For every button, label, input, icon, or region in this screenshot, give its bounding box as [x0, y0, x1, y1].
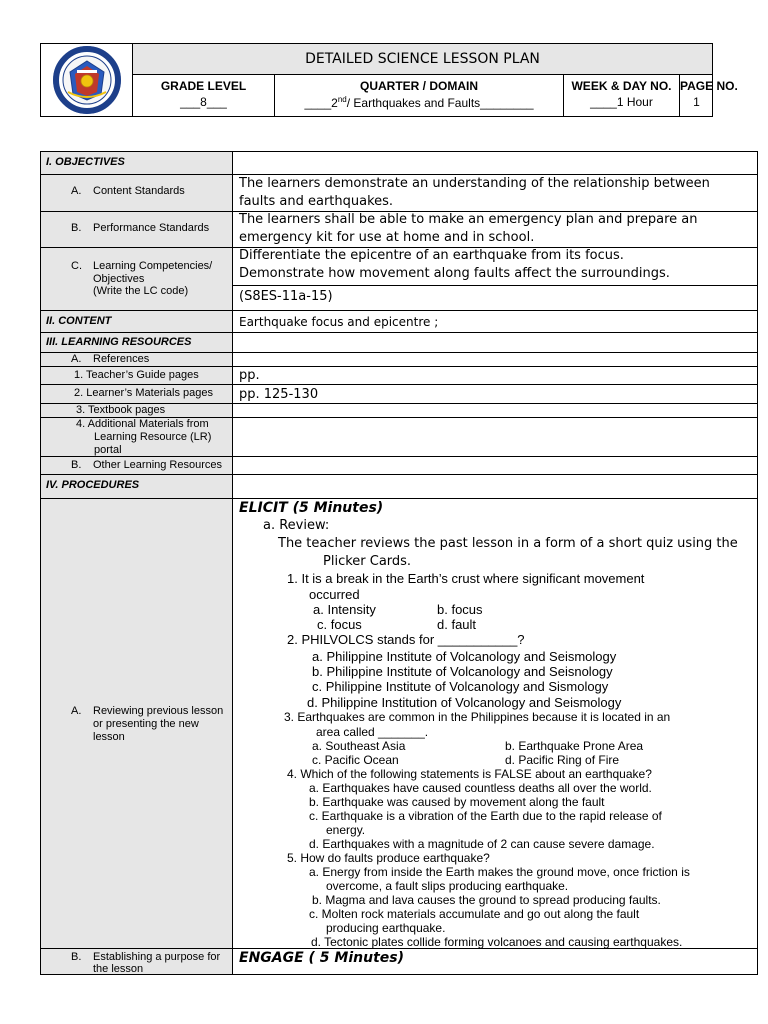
lesson-plan-header — [40, 43, 738, 117]
question-1-option-c: c. focus — [317, 617, 362, 632]
review-text-2: Plicker Cards. — [323, 554, 412, 569]
question-5-option-c-line-1: c. Molten rock materials accumulate and go out along the fault — [309, 907, 640, 921]
performance-standards-label: Performance Standards — [93, 222, 210, 234]
establishing-label-2: the lesson — [93, 963, 144, 975]
question-2-option-a: a. Philippine Institute of Volcanology and Seismology — [312, 649, 617, 664]
question-4-option-a: a. Earthquakes have caused countless deaths all over the world. — [309, 781, 652, 795]
question-5-option-c-line-2: producing earthquake. — [326, 921, 446, 935]
additional-materials-label-1: 4. Additional Materials from — [76, 418, 209, 430]
question-1-line-1: 1. It is a break in the Earth’s crust where significant movement — [287, 571, 645, 586]
reviewing-letter: A. — [71, 705, 82, 717]
review-text-1: The teacher reviews the past lesson in a form of a short quiz using the — [278, 536, 738, 551]
quarter-domain-value: ____2nd/ Earthquakes and Faults________ — [304, 95, 534, 110]
question-2-option-b: b. Philippine Institute of Volcanology and Seisnology — [312, 664, 613, 679]
week-day-value: ____1 Hour — [590, 95, 653, 109]
competencies-text-1: Differentiate the epicentre of an earthquake from its focus. — [239, 248, 624, 263]
references-letter: A. — [71, 353, 82, 365]
week-day-label: WEEK & DAY NO. — [571, 79, 672, 93]
textbook-label: 3. Textbook pages — [76, 404, 166, 416]
page-no-value: 1 — [693, 95, 700, 109]
question-2-option-d: d. Philippine Institution of Volcanology and Seismology — [307, 695, 622, 710]
performance-standards-text-1: The learners shall be able to make an emergency plan and prepare an — [239, 212, 698, 227]
content-standards-letter: A. — [71, 185, 82, 197]
content-standards-text-2: faults and earthquakes. — [239, 194, 394, 209]
grade-level-label: GRADE LEVEL — [160, 79, 247, 93]
question-2: 2. PHILVOLCS stands for ___________? — [287, 632, 525, 647]
content-standards-label: Content Standards — [93, 185, 185, 197]
question-3-option-b: b. Earthquake Prone Area — [505, 739, 644, 753]
question-4-option-c-line-2: energy. — [326, 823, 366, 837]
question-3-option-c: c. Pacific Ocean — [312, 753, 399, 767]
competencies-label-3: (Write the LC code) — [93, 285, 189, 297]
other-resources-letter: B. — [71, 459, 82, 471]
performance-standards-letter: B. — [71, 222, 82, 234]
lesson-plan-title: DETAILED SCIENCE LESSON PLAN — [133, 44, 712, 75]
lc-code: (S8ES-11a-15) — [239, 289, 333, 304]
question-4-option-d: d. Earthquakes with a magnitude of 2 can cause severe damage. — [309, 837, 655, 851]
learning-resources-heading: III. LEARNING RESOURCES — [46, 336, 192, 348]
deped-seal-logo — [41, 44, 133, 116]
logo-cell — [41, 44, 133, 116]
references-label: References — [93, 353, 150, 365]
lesson-plan-table — [40, 151, 758, 975]
reviewing-label-2: or presenting the new — [93, 718, 199, 730]
grade-level-cell — [133, 75, 274, 116]
question-5-option-a-line-1: a. Energy from inside the Earth makes the ground move, once friction is — [309, 865, 690, 879]
teachers-guide-label: 1. Teacher’s Guide pages — [74, 369, 199, 381]
question-5-option-b: b. Magma and lava causes the ground to spread producing faults. — [312, 893, 661, 907]
reviewing-label-1: Reviewing previous lesson — [93, 705, 224, 717]
quarter-domain-label: QUARTER / DOMAIN — [360, 79, 478, 93]
question-3-option-a: a. Southeast Asia — [312, 739, 406, 753]
procedures-heading: IV. PROCEDURES — [46, 479, 140, 491]
question-4-option-c-line-1: c. Earthquake is a vibration of the Earth due to the rapid release of — [309, 809, 662, 823]
question-4-option-b: b. Earthquake was caused by movement along the fault — [309, 795, 605, 809]
question-3-line-1: 3. Earthquakes are common in the Philippines because it is located in an — [284, 710, 671, 724]
question-2-option-c: c. Philippine Institute of Volcanology and Sismology — [312, 679, 609, 694]
learners-materials-label: 2. Learner’s Materials pages — [74, 387, 214, 399]
page-no-cell — [679, 75, 738, 116]
engage-heading: ENGAGE ( 5 Minutes) — [239, 950, 405, 966]
establishing-label-1: Establishing a purpose for — [93, 951, 221, 963]
week-day-cell — [563, 75, 679, 116]
performance-standards-text-2: emergency kit for use at home and in school. — [239, 230, 535, 245]
question-4: 4. Which of the following statements is FALSE about an earthquake? — [287, 767, 652, 781]
question-5-option-a-line-2: overcome, a fault slips producing earthquake. — [326, 879, 569, 893]
objectives-heading: I. OBJECTIVES — [46, 156, 125, 168]
question-5: 5. How do faults produce earthquake? — [287, 851, 490, 865]
content-standards-text-1: The learners demonstrate an understanding of the relationship between — [239, 176, 710, 191]
question-1-option-b: b. focus — [437, 602, 483, 617]
competencies-text-2: Demonstrate how movement along faults affect the surroundings. — [239, 266, 670, 281]
question-3-option-d: d. Pacific Ring of Fire — [505, 753, 620, 767]
establishing-letter: B. — [71, 951, 82, 963]
content-heading: II. CONTENT — [46, 315, 112, 327]
additional-materials-label-3: portal — [94, 444, 122, 456]
quarter-domain-cell — [274, 75, 563, 116]
question-1-line-2: occurred — [309, 587, 360, 602]
question-5-option-d: d. Tectonic plates collide forming volcanoes and causing earthquakes. — [311, 935, 683, 949]
learners-materials-pages: pp. 125-130 — [239, 387, 319, 402]
competencies-letter: C. — [71, 260, 82, 272]
additional-materials-label-2: Learning Resource (LR) — [94, 431, 212, 443]
competencies-label-1: Learning Competencies/ — [93, 260, 213, 272]
grade-level-value: ___8___ — [180, 95, 227, 109]
teachers-guide-pages: pp. — [239, 368, 260, 383]
question-1-option-a: a. Intensity — [313, 602, 376, 617]
content-text: Earthquake focus and epicentre ; — [239, 315, 439, 329]
competencies-label-2: Objectives — [93, 273, 145, 285]
question-3-line-2: area called _______. — [316, 725, 429, 739]
other-resources-label: Other Learning Resources — [93, 459, 223, 471]
elicit-heading: ELICIT (5 Minutes) — [239, 500, 384, 516]
page-no-label: PAGE NO. — [680, 79, 738, 93]
review-label: a. Review: — [263, 518, 330, 533]
question-1-option-d: d. fault — [437, 617, 477, 632]
reviewing-label-3: lesson — [93, 731, 125, 743]
